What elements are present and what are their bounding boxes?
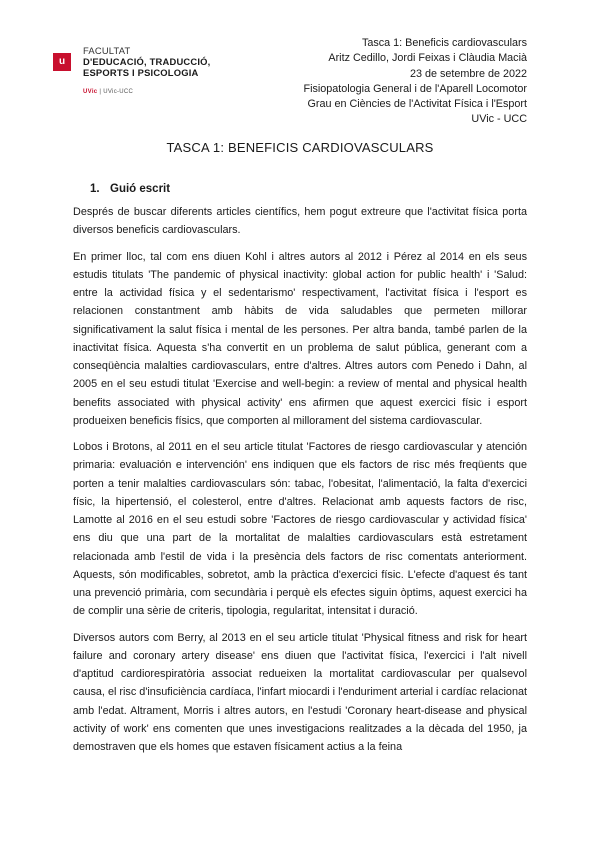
faculty-logo — [53, 45, 243, 100]
faculty-name — [83, 45, 210, 78]
faculty-name-line-3: ESPORTS I PSICOLOGIA — [83, 67, 199, 78]
university-subtitle-accent: UVic — [83, 89, 98, 95]
header-date: 23 de setembre de 2022 — [409, 67, 527, 80]
faculty-name-line-2: D'EDUCACIÓ, TRADUCCIÓ, — [83, 56, 211, 67]
section-heading-text: Guió escrit — [110, 183, 171, 195]
document-header-info — [303, 36, 527, 128]
header-university: UVic - UCC — [471, 113, 527, 126]
document-title: TASCA 1: BENEFICIS CARDIOVASCULARS — [166, 140, 434, 155]
paragraph-2: En primer lloc, tal com ens diuen Kohl i altres autors al 2012 i Pérez al 2014 en els seus estudis titulats 'The pandemic of physical inactivity: global action for public health' i 'Salud: entre la actividad física y el sedentarismo' respectivament, l'activitat física i l'esport es relacionen constantment amb hàbits de vida saludables que permeten millorar significativament la salut física i mental de les persones. Per altra banda, també parlen de la inactivitat física. Aquesta s'ha convertit en un problema de salut pública, generant com a conseqüència malalties cardiovasculars, entre d'altres. Altres autors com Penedo i Dahn, al 2005 en el seu estudi titulat 'Exercise and well-begin: a review of mental and physical health benefits associated with physical activity' ens afirmen que aquest exercici físic i esport produeixen beneficis físics, que comporten al millorament del sistema cardiovascular. — [73, 250, 527, 427]
section-heading — [90, 182, 527, 197]
header-task-title: Tasca 1: Beneficis cardiovasculars — [361, 37, 527, 49]
section-number: 1. — [90, 183, 100, 195]
document-body — [73, 182, 527, 764]
university-subtitle-rest: | UVic-UCC — [99, 89, 134, 95]
paragraph-4: Diversos autors com Berry, al 2013 en el seu article titulat 'Physical fitness and risk for heart failure and coronary artery disease' ens diuen que l'activitat física, l'exercici i l'alt nivell d'aptitud cardiorespiratòria associat redueixen la mortalitat cardiovascular per qualsevol causa, el risc d'insuficiència cardíaca, l'infart miocardi i l'enduriment arterial i cardíac relacionat amb l'edat. Altrament, Morris i altres autors, en l'estudi 'Coronary heart-disease and physical activity of work' ens comenten que unes investigacions realitzades a la dècada del 1950, ja demostraven que els homes que estaven físicament actius a la feina — [73, 631, 528, 753]
paragraph-3: Lobos i Brotons, al 2011 en el seu article titulat 'Factores de riesgo cardiovascular y atención primaria: evaluación e intervención' ens indiquen que els factors de risc més freqüents que porten a tenir malalties cardiovasculars són: tabac, l'obesitat, l'alimentació, la falta d'exercici físic, la hipertensió, el colesterol, entre d'altres. Relacionat amb aquests factors de risc, Lamotte al 2016 en el seu estudi sobre 'Factores de riesgo cardiovascular y actividad física' ens diu que una part de la mortalitat de malalties cardiovasculars està estretament relacionada amb l'estil de vida i la presència dels factors de risc comentats anteriorment. Aquests, són modificables, sobretot, amb la pràctica d'exercici físic. L'efecte d'aquest és tant una prevenció primària, com secundària i perquè els efectes siguin òptims, aquest exercici ha de complir una sèrie de criteris, tipologia, regularitat, intensitat i duració. — [73, 441, 527, 618]
paragraph-1: Després de buscar diferents articles científics, hem pogut extreure que l'activitat física porta diversos beneficis cardiovasculars. — [73, 206, 527, 237]
university-subtitle — [83, 89, 133, 95]
uvic-logo-mark: u — [53, 53, 71, 71]
faculty-name-line-1: FACULTAT — [83, 45, 131, 56]
header-authors: Aritz Cedillo, Jordi Feixas i Clàudia Macià — [328, 52, 527, 65]
header-degree: Grau en Ciències de l'Activitat Física i l'Esport — [307, 98, 527, 111]
header-subject: Fisiopatologia General i de l'Aparell Locomotor — [303, 82, 527, 95]
